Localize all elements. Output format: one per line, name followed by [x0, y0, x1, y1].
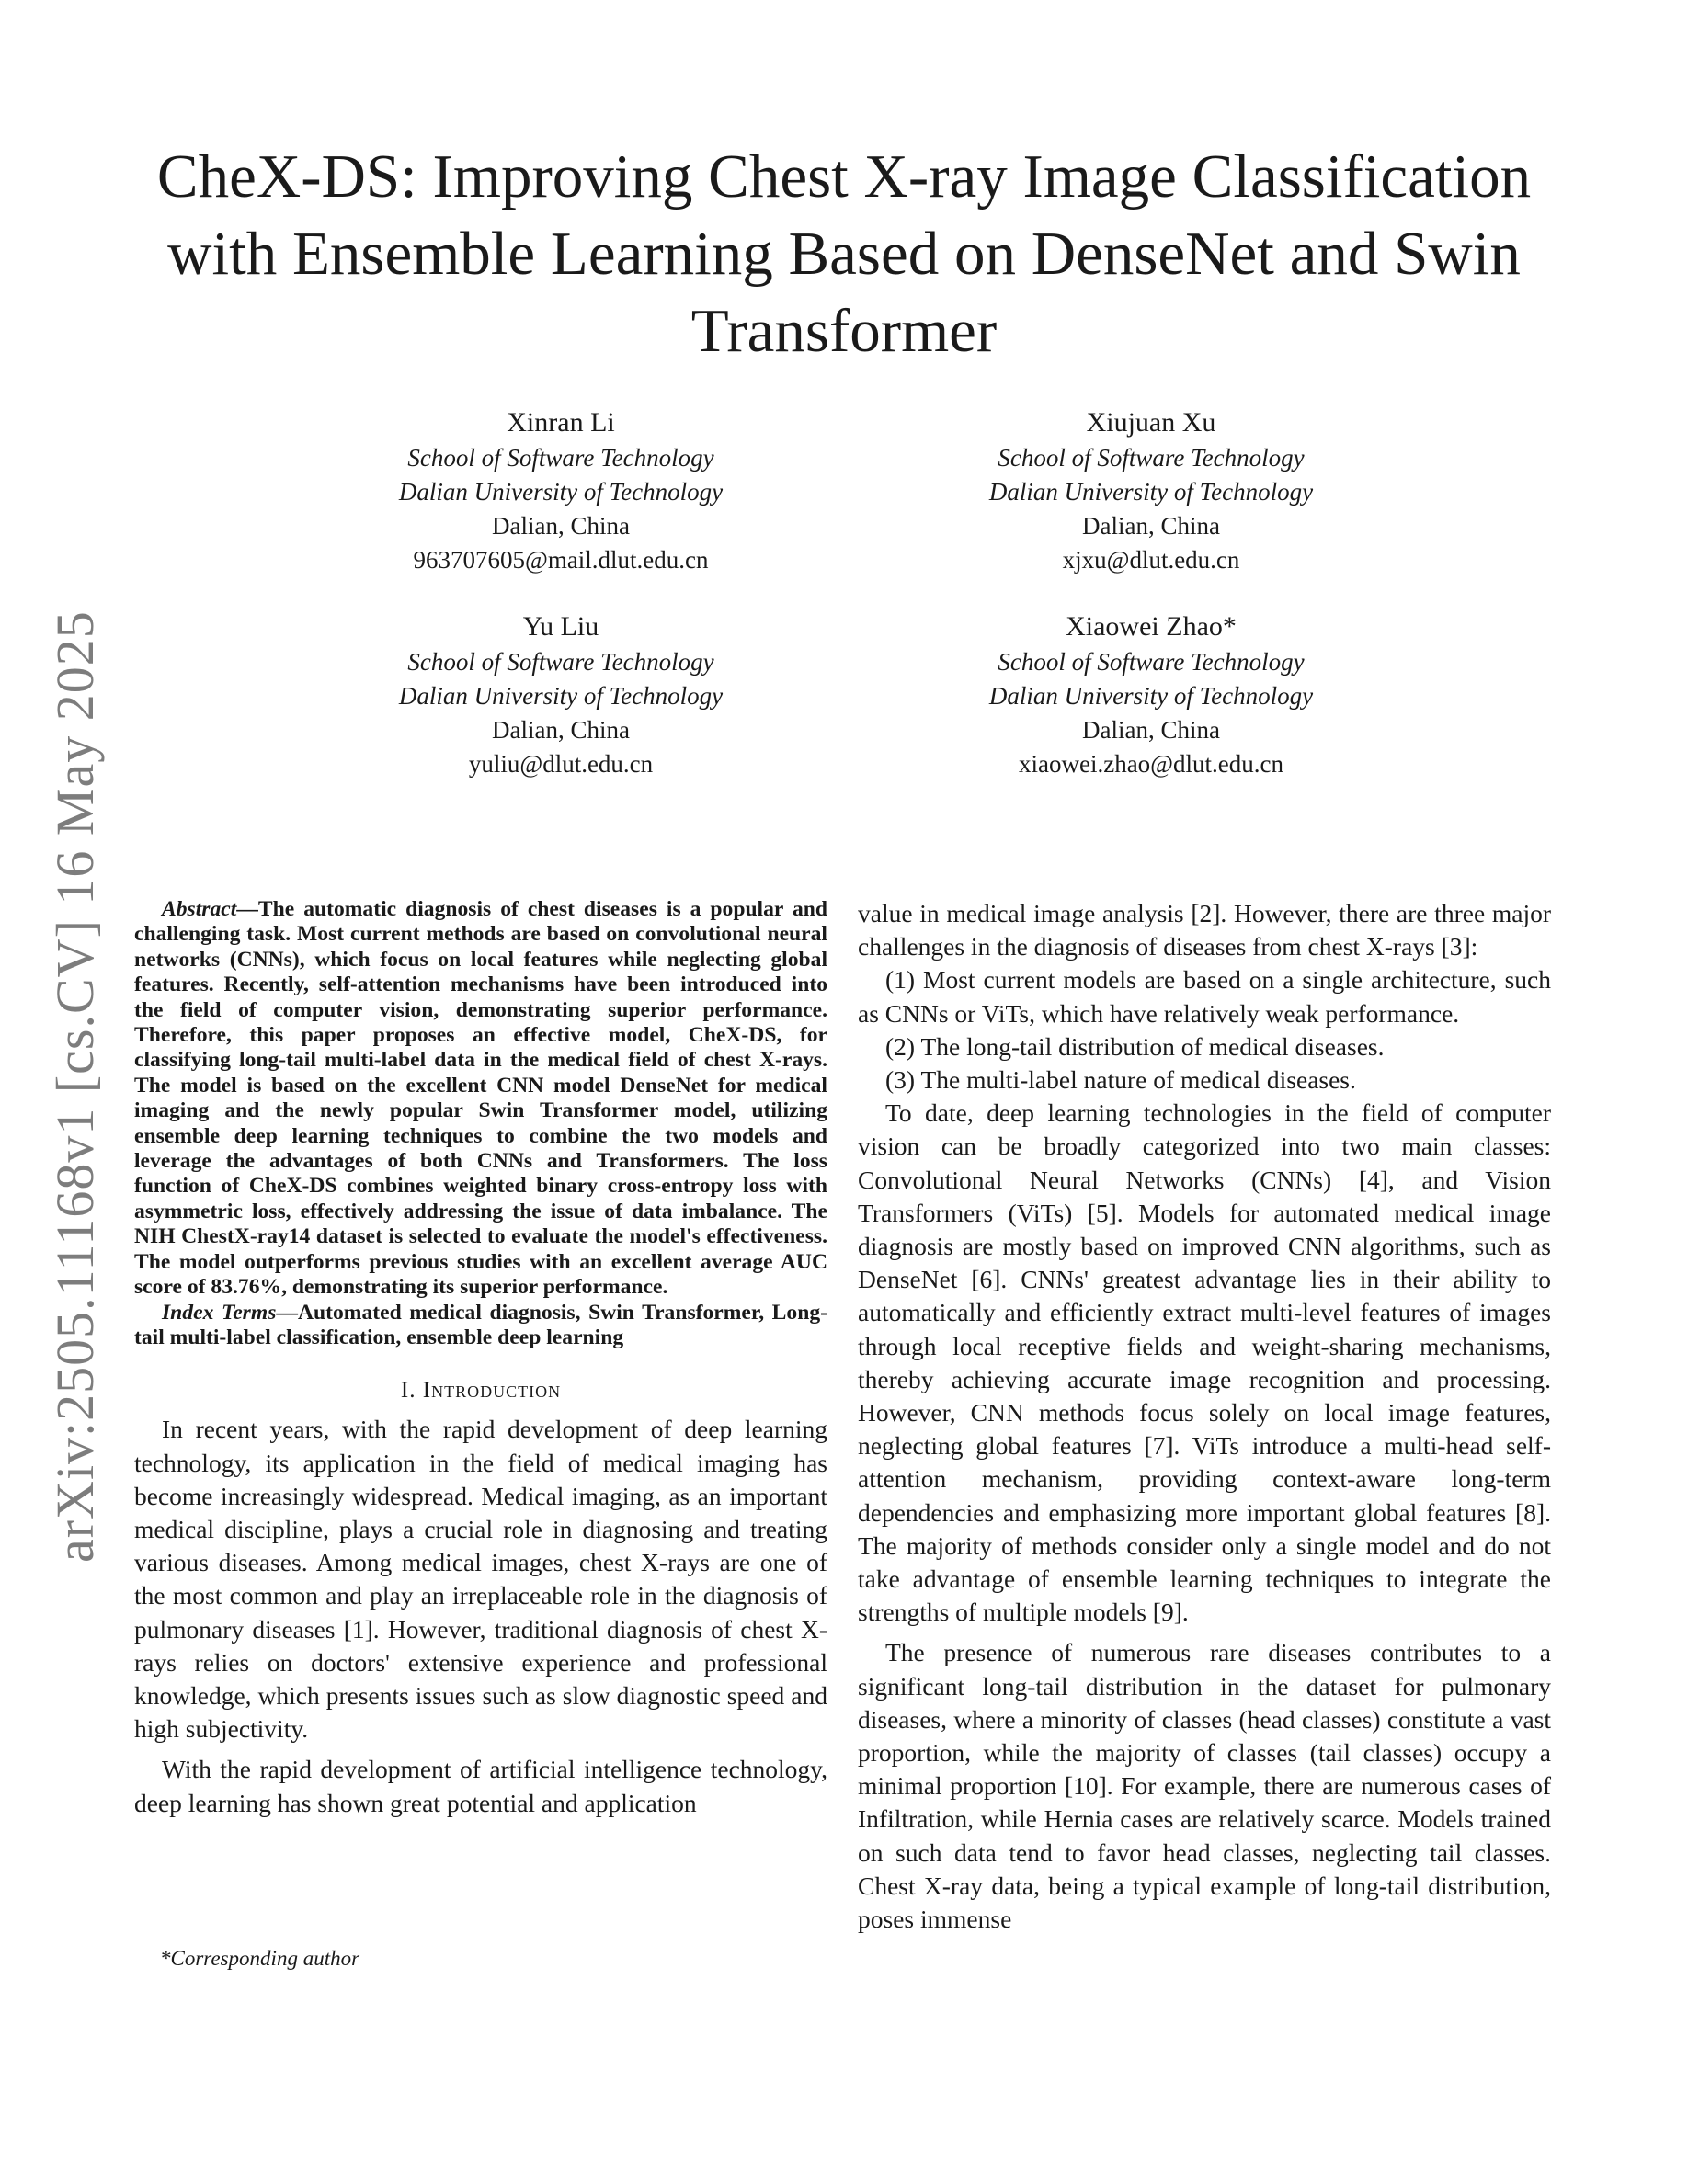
author-name: Xiujuan Xu [1086, 407, 1216, 438]
author-department: School of Software Technology [998, 444, 1305, 472]
arxiv-identifier: arXiv:2505.11168v1 [cs.CV] 16 May 2025 [45, 610, 105, 1563]
index-terms-text: —Automated medical diagnosis, Swin Transformer, Long-tail multi-label classification, ensemble deep learning [134, 1300, 827, 1349]
author-block-3 [303, 609, 818, 781]
index-terms-label: Index Terms [162, 1300, 277, 1325]
author-university: Dalian University of Technology [398, 682, 724, 710]
author-department: School of Software Technology [407, 444, 714, 472]
author-name: Xiaowei Zhao* [1066, 611, 1237, 642]
intro-paragraph: value in medical image analysis [2]. However, there are three major challenges in the diagnosis of diseases from chest X-rays [3]: [858, 899, 1551, 961]
author-block-1 [303, 404, 818, 577]
challenge-item: (3) The multi-label nature of medical diseases. [885, 1065, 1356, 1095]
author-block-2 [894, 404, 1409, 577]
author-university: Dalian University of Technology [988, 478, 1314, 506]
challenge-item: (2) The long-tail distribution of medical diseases. [885, 1031, 1385, 1061]
author-email: 963707605@mail.dlut.edu.cn [413, 546, 709, 574]
author-city: Dalian, China [1082, 512, 1220, 540]
author-email: xjxu@dlut.edu.cn [1062, 546, 1240, 574]
author-city: Dalian, China [492, 512, 630, 540]
abstract-text: —The automatic diagnosis of chest diseases is a popular and challenging task. Most current methods are based on convolutional neural networks (CNNs), which focus on local features while neglecting global features. Recently, self-attention mechanisms have been introduced into the field of computer vision, demonstrating superior performance. Therefore, this paper proposes an effective model, CheX-DS, for classifying long-tail multi-label data in the medical field of chest X-rays. The model is based on the excellent CNN model DenseNet for medical imaging and the newly popular Swin Transformer model, utilizing ensemble deep learning techniques to combine the two models and leverage the advantages of both CNNs and Transformers. The loss function of CheX-DS combines weighted binary cross-entropy loss with asymmetric loss, effectively addressing the issue of data imbalance. The NIH ChestX-ray14 dataset is selected to evaluate the model's effectiveness. The model outperforms previous studies with an excellent average AUC score of 83.76%, demonstrating its superior performance. [134, 897, 827, 1300]
intro-paragraph: With the rapid development of artificial intelligence technology, deep learning has shown great potential and application [134, 1755, 827, 1817]
author-university: Dalian University of Technology [988, 682, 1314, 710]
abstract [134, 897, 827, 1301]
author-department: School of Software Technology [998, 648, 1305, 676]
author-university: Dalian University of Technology [398, 478, 724, 506]
right-column [858, 897, 1551, 1936]
index-terms [134, 1301, 827, 1351]
intro-paragraph: The presence of numerous rare diseases contributes to a significant long-tail distribution in the dataset for pulmonary diseases, where a minority of classes (head classes) constitute a vast proportion, while the majority of classes (tail classes) occupy a minimal proportion [10]. For example, there are numerous cases of Infiltration, while Hernia cases are relatively scarce. Models trained on such data tend to favor head classes, neglecting tail classes. Chest X-ray data, being a typical example of long-tail distribution, poses immense [858, 1638, 1551, 1934]
intro-paragraph: In recent years, with the rapid development of deep learning technology, its application in the field of medical imaging has become increasingly widespread. Medical imaging, as an important medical discipline, plays a crucial role in diagnosing and treating various diseases. Among medical images, chest X-rays are one of the most common and play an irreplaceable role in the diagnosis of pulmonary diseases [1]. However, traditional diagnosis of chest X-rays relies on doctors' extensive experience and professional knowledge, which presents issues such as slow diagnostic speed and high subjectivity. [134, 1415, 827, 1744]
section-heading-introduction: I. Introduction [400, 1378, 562, 1404]
author-city: Dalian, China [1082, 716, 1220, 744]
author-name: Xinran Li [507, 407, 615, 438]
author-block-4 [894, 609, 1409, 781]
paper-title: CheX-DS: Improving Chest X-ray Image Classification with Ensemble Learning Based on DenseNet and Swin Transformer [156, 142, 1532, 365]
author-email: yuliu@dlut.edu.cn [468, 750, 654, 778]
author-city: Dalian, China [492, 716, 630, 744]
challenge-item: (1) Most current models are based on a single architecture, such as CNNs or ViTs, which have relatively weak performance. [858, 965, 1551, 1028]
author-department: School of Software Technology [407, 648, 714, 676]
author-email: xiaowei.zhao@dlut.edu.cn [1018, 750, 1284, 778]
left-column [134, 897, 827, 1820]
corresponding-author-footnote: *Corresponding author [160, 1947, 360, 1970]
abstract-label: Abstract [162, 897, 237, 921]
author-name: Yu Liu [522, 611, 599, 642]
intro-paragraph: To date, deep learning technologies in the field of computer vision can be broadly categorized into two main classes: Convolutional Neural Networks (CNNs) [4], and Vision Transformers (ViTs) [5]. Models for automated medical image diagnosis are mostly based on improved CNN algorithms, such as DenseNet [6]. CNNs' greatest advantage lies in their ability to automatically and efficiently extract multi-level features of images through local receptive fields and weight-sharing mechanisms, thereby achieving accurate image recognition and processing. However, CNN methods focus solely on local image features, neglecting global features [7]. ViTs introduce a multi-head self-attention mechanism, providing context-aware long-term dependencies and emphasizing more important global features [8]. The majority of methods consider only a single model and do not take advantage of ensemble learning techniques to integrate the strengths of multiple models [9]. [858, 1098, 1551, 1627]
